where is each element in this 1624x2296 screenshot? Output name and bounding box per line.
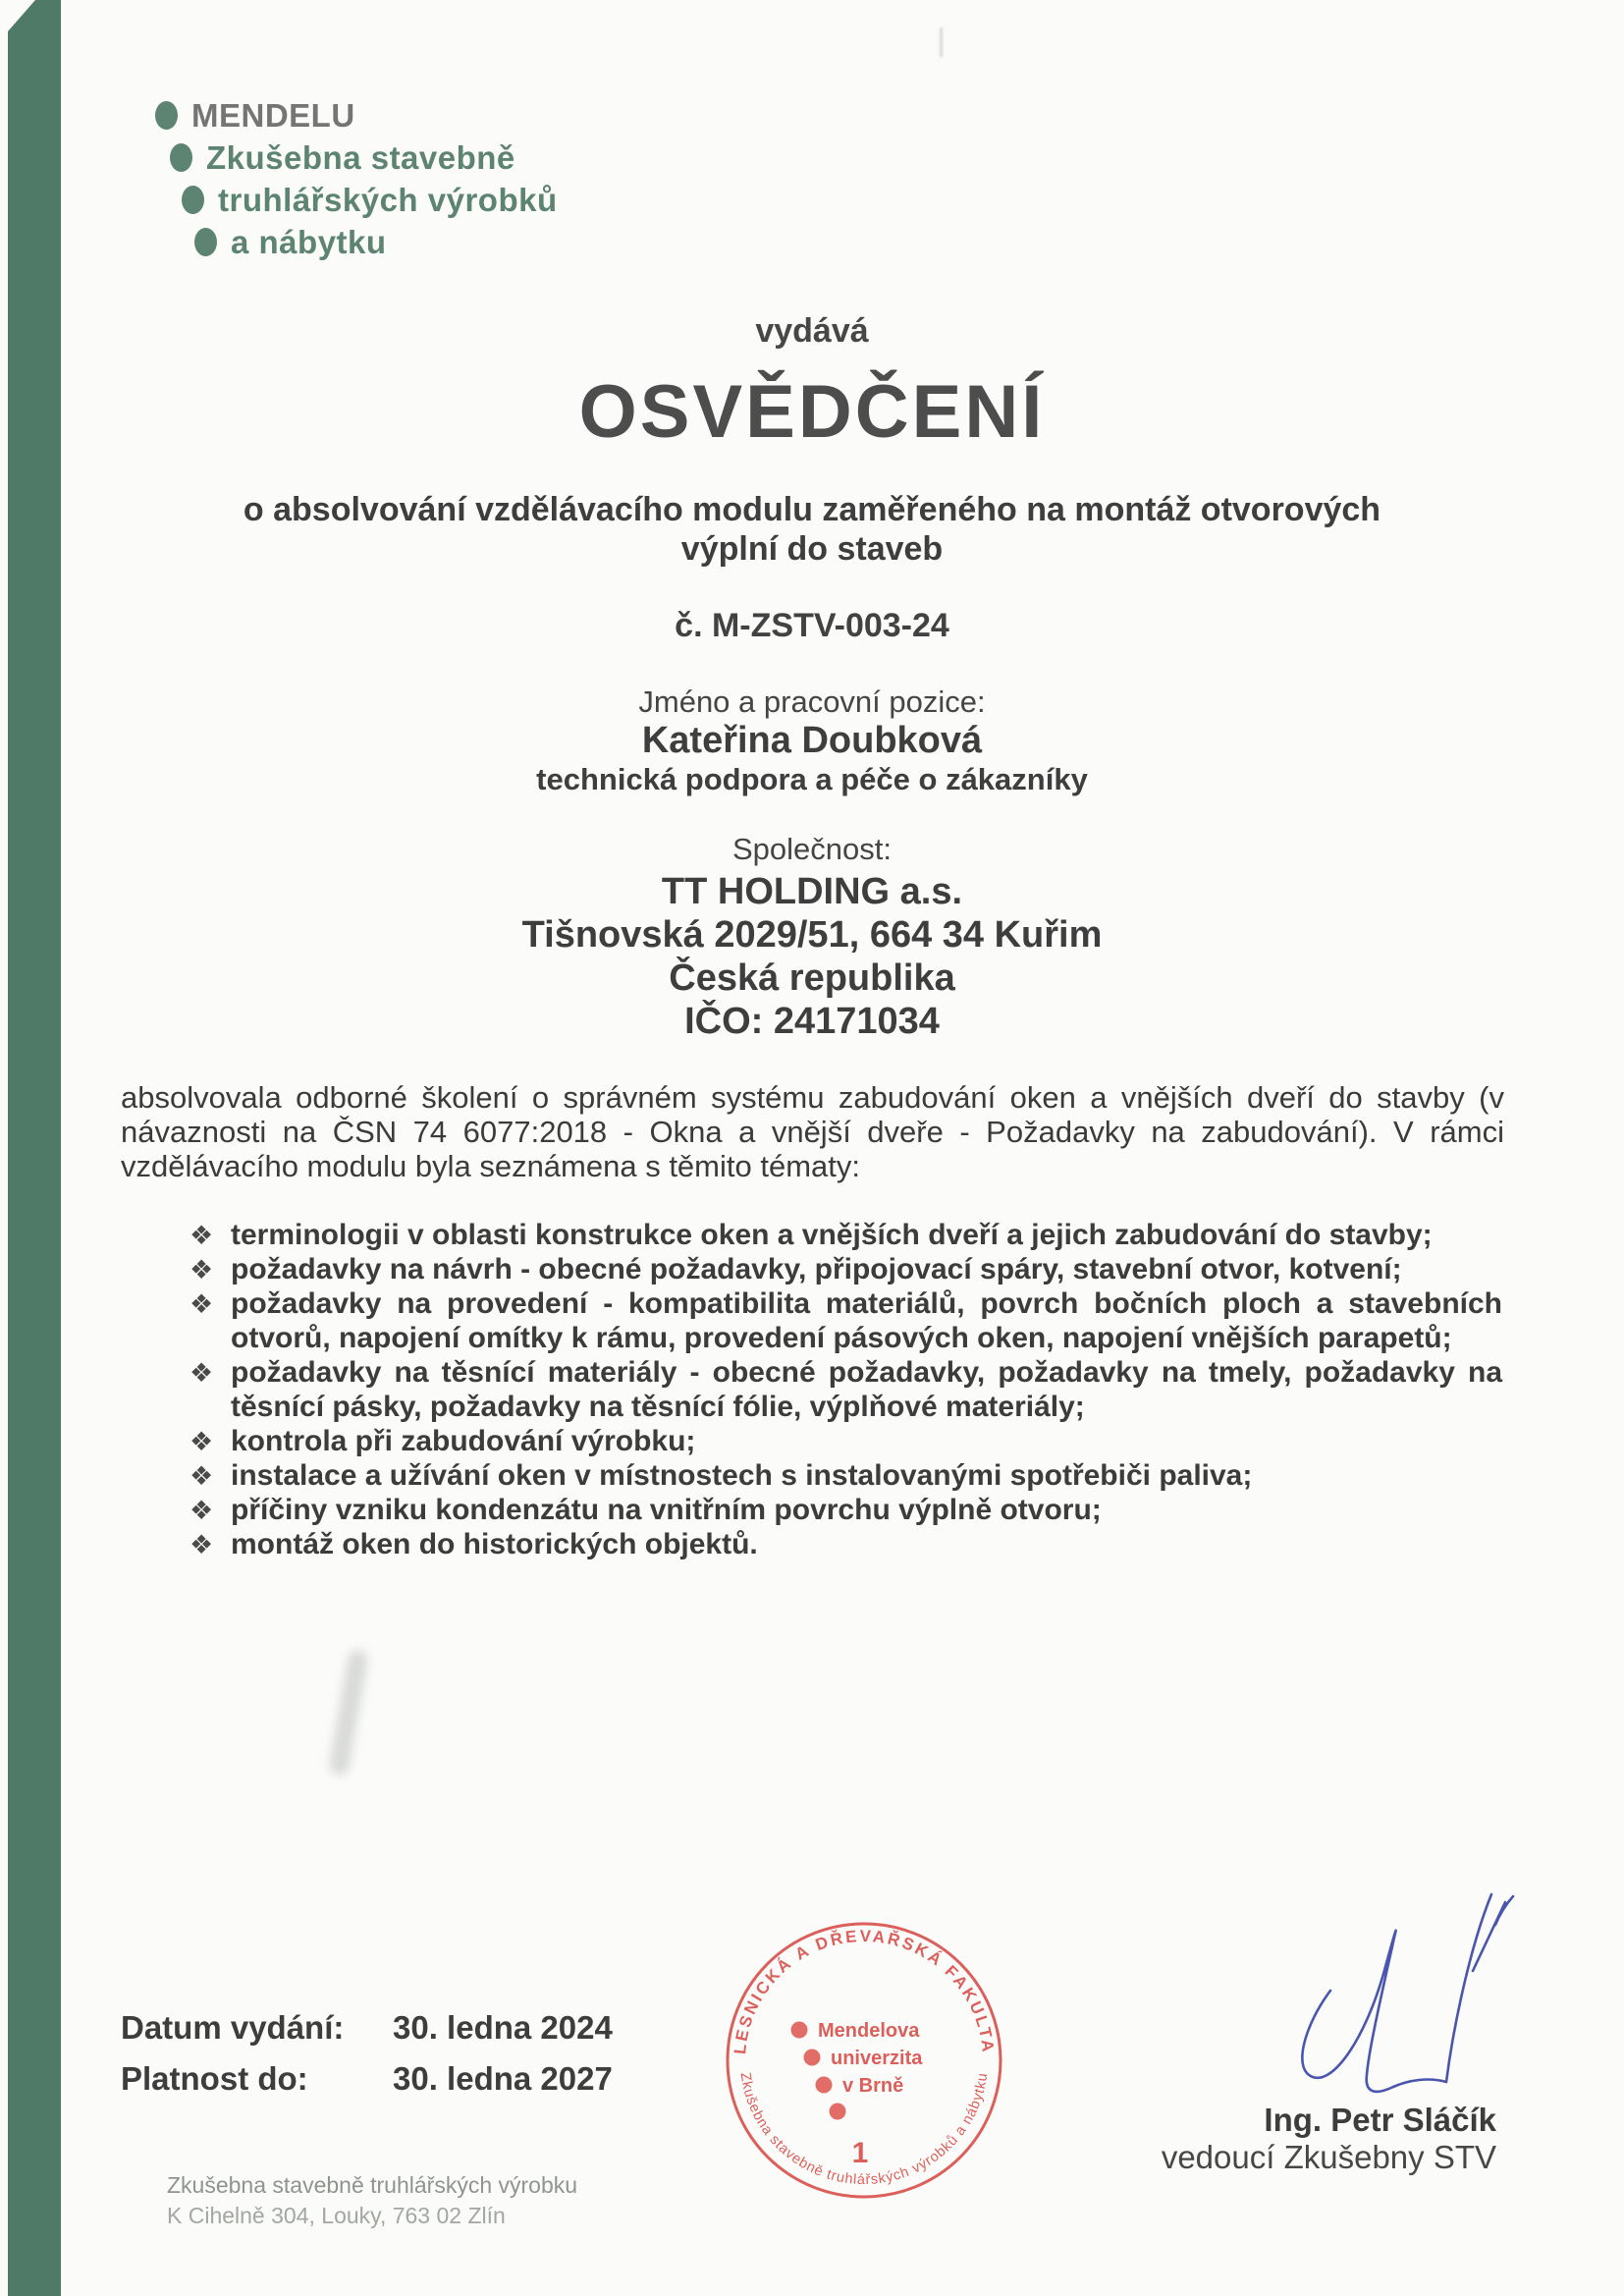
list-item — [189, 1252, 1502, 1286]
mendelu-logo — [155, 94, 558, 263]
certificate-subtitle — [0, 490, 1624, 569]
topic-text: kontrola při zabudování výrobku; — [231, 1425, 696, 1457]
list-item — [189, 1355, 1502, 1424]
topic-text: příčiny vzniku kondenzátu na vnitřním povrchu výplně otvoru; — [231, 1494, 1102, 1526]
topic-text: požadavky na těsnící materiály - obecné požadavky, požadavky na tmely, požadavky na těsnící pásky, požadavky na těsnící fólie, výplňové materiály; — [231, 1356, 1502, 1423]
valid-until-value: 30. ledna 2027 — [393, 2060, 613, 2097]
topic-text: požadavky na návrh - obecné požadavky, připojovací spáry, stavební otvor, kotvení; — [231, 1253, 1402, 1285]
diamond-bullet-icon: ❖ — [189, 1461, 214, 1491]
stamp-number: 1 — [851, 2137, 869, 2169]
list-item — [189, 1424, 1502, 1458]
certificate-title: OSVĚDČENÍ — [578, 370, 1046, 454]
topic-text: terminologii v oblasti konstrukce oken a vnějších dveří a jejich zabudování do stavby; — [231, 1219, 1433, 1251]
diamond-bullet-icon: ❖ — [189, 1289, 214, 1319]
stamp-dot-icon — [804, 2050, 821, 2066]
person-name: Kateřina Doubková — [641, 720, 983, 761]
logo-row-1 — [170, 137, 558, 179]
logo-brand-text: MENDELU — [191, 96, 355, 134]
scan-fold-notch — [8, 0, 35, 31]
logo-line-text: truhlářských výrobků — [218, 181, 558, 218]
scan-artifact — [940, 27, 943, 57]
footer-address — [167, 2170, 577, 2231]
stamp-dot-icon — [816, 2077, 833, 2094]
stamp-dot-icon — [830, 2104, 846, 2120]
dates-block — [121, 2009, 710, 2111]
stamp-center-line: v Brně — [842, 2075, 904, 2097]
body-paragraph: absolvovala odborné školení o správném systému zabudování oken a vnějších dveří do stavby (v návaznosti na ČSN 74 6077:2018 - Okna a vnější dveře - Požadavky na zabudování). V rámci vzdělávacího modulu byla seznámena s těmito tématy: — [121, 1080, 1504, 1183]
company-country: Česká republika — [669, 957, 955, 999]
signature-block — [1162, 2102, 1496, 2176]
diamond-bullet-icon: ❖ — [189, 1496, 214, 1525]
issue-date-value: 30. ledna 2024 — [393, 2009, 613, 2046]
logo-dot-icon — [155, 101, 178, 130]
company-id: IČO: 24171034 — [684, 1001, 940, 1042]
logo-row-brand — [155, 94, 558, 137]
logo-dot-icon — [182, 186, 204, 214]
certificate-number: č. M-ZSTV-003-24 — [675, 607, 949, 644]
signatory-role: vedoucí Zkušebny STV — [1161, 2139, 1496, 2175]
logo-dot-icon — [194, 228, 217, 256]
stamp-arc-top-text: LESNICKÁ A DŘEVAŘSKÁ FAKULTA — [731, 1926, 999, 2055]
stamp-dot-icon — [791, 2022, 808, 2039]
subtitle-line-2: výplní do staveb — [680, 530, 944, 568]
topic-text: instalace a užívání oken v místnostech s instalovanými spotřebiči paliva; — [231, 1459, 1253, 1492]
issue-date-row — [121, 2009, 710, 2060]
person-label: Jméno a pracovní pozice: — [638, 684, 986, 719]
logo-dot-icon — [170, 143, 192, 172]
company-name: TT HOLDING a.s. — [661, 871, 963, 912]
issued-by-label: vydává — [755, 312, 869, 350]
topic-text: montáž oken do historických objektů. — [231, 1528, 758, 1560]
diamond-bullet-icon: ❖ — [189, 1221, 214, 1250]
round-faculty-stamp — [723, 1919, 1005, 2202]
stamp-center-logo — [791, 2020, 924, 2169]
company-address: Tišnovská 2029/51, 664 34 Kuřim — [521, 914, 1103, 956]
stamp-center-line: univerzita — [831, 2048, 923, 2069]
list-item — [189, 1286, 1502, 1355]
diamond-bullet-icon: ❖ — [189, 1427, 214, 1456]
signatory-name: Ing. Petr Sláčík — [1264, 2102, 1496, 2138]
person-position: technická podpora a péče o zákazníky — [536, 762, 1088, 796]
subtitle-line-1: o absolvování vzdělávacího modulu zaměřeného na montáž otvorových — [243, 491, 1381, 528]
list-item — [189, 1493, 1502, 1527]
list-item — [189, 1218, 1502, 1252]
diamond-bullet-icon: ❖ — [189, 1358, 214, 1388]
list-item — [189, 1527, 1502, 1561]
stamp-arc-bottom-text: Zkušebna stavebně truhlářských výrobků a nábytku — [736, 2071, 992, 2189]
footer-line-1: Zkušebna stavebně truhlářských výrobku — [167, 2172, 578, 2198]
company-block — [0, 870, 1624, 1043]
diamond-bullet-icon: ❖ — [189, 1530, 214, 1559]
scan-smudge — [328, 1649, 369, 1777]
diamond-bullet-icon: ❖ — [189, 1255, 214, 1285]
footer-line-2: K Cihelně 304, Louky, 763 02 Zlín — [167, 2203, 506, 2228]
stamp-center-line: Mendelova — [818, 2020, 920, 2042]
signature-scribble — [1272, 1881, 1522, 2111]
valid-until-label: Platnost do: — [121, 2060, 308, 2097]
logo-line-text: a nábytku — [231, 223, 387, 260]
logo-row-3 — [194, 221, 558, 263]
issue-date-label: Datum vydání: — [121, 2009, 345, 2046]
company-label: Společnost: — [732, 832, 892, 866]
topic-text: požadavky na provedení - kompatibilita materiálů, povrch bočních ploch a stavebních otvorů, napojení omítky k rámu, provedení pásových oken, napojení vnějších parapetů; — [231, 1287, 1502, 1354]
topics-list — [189, 1218, 1502, 1561]
list-item — [189, 1458, 1502, 1493]
logo-row-2 — [182, 179, 558, 221]
logo-line-text: Zkušebna stavebně — [206, 138, 515, 176]
valid-until-row — [121, 2060, 710, 2111]
